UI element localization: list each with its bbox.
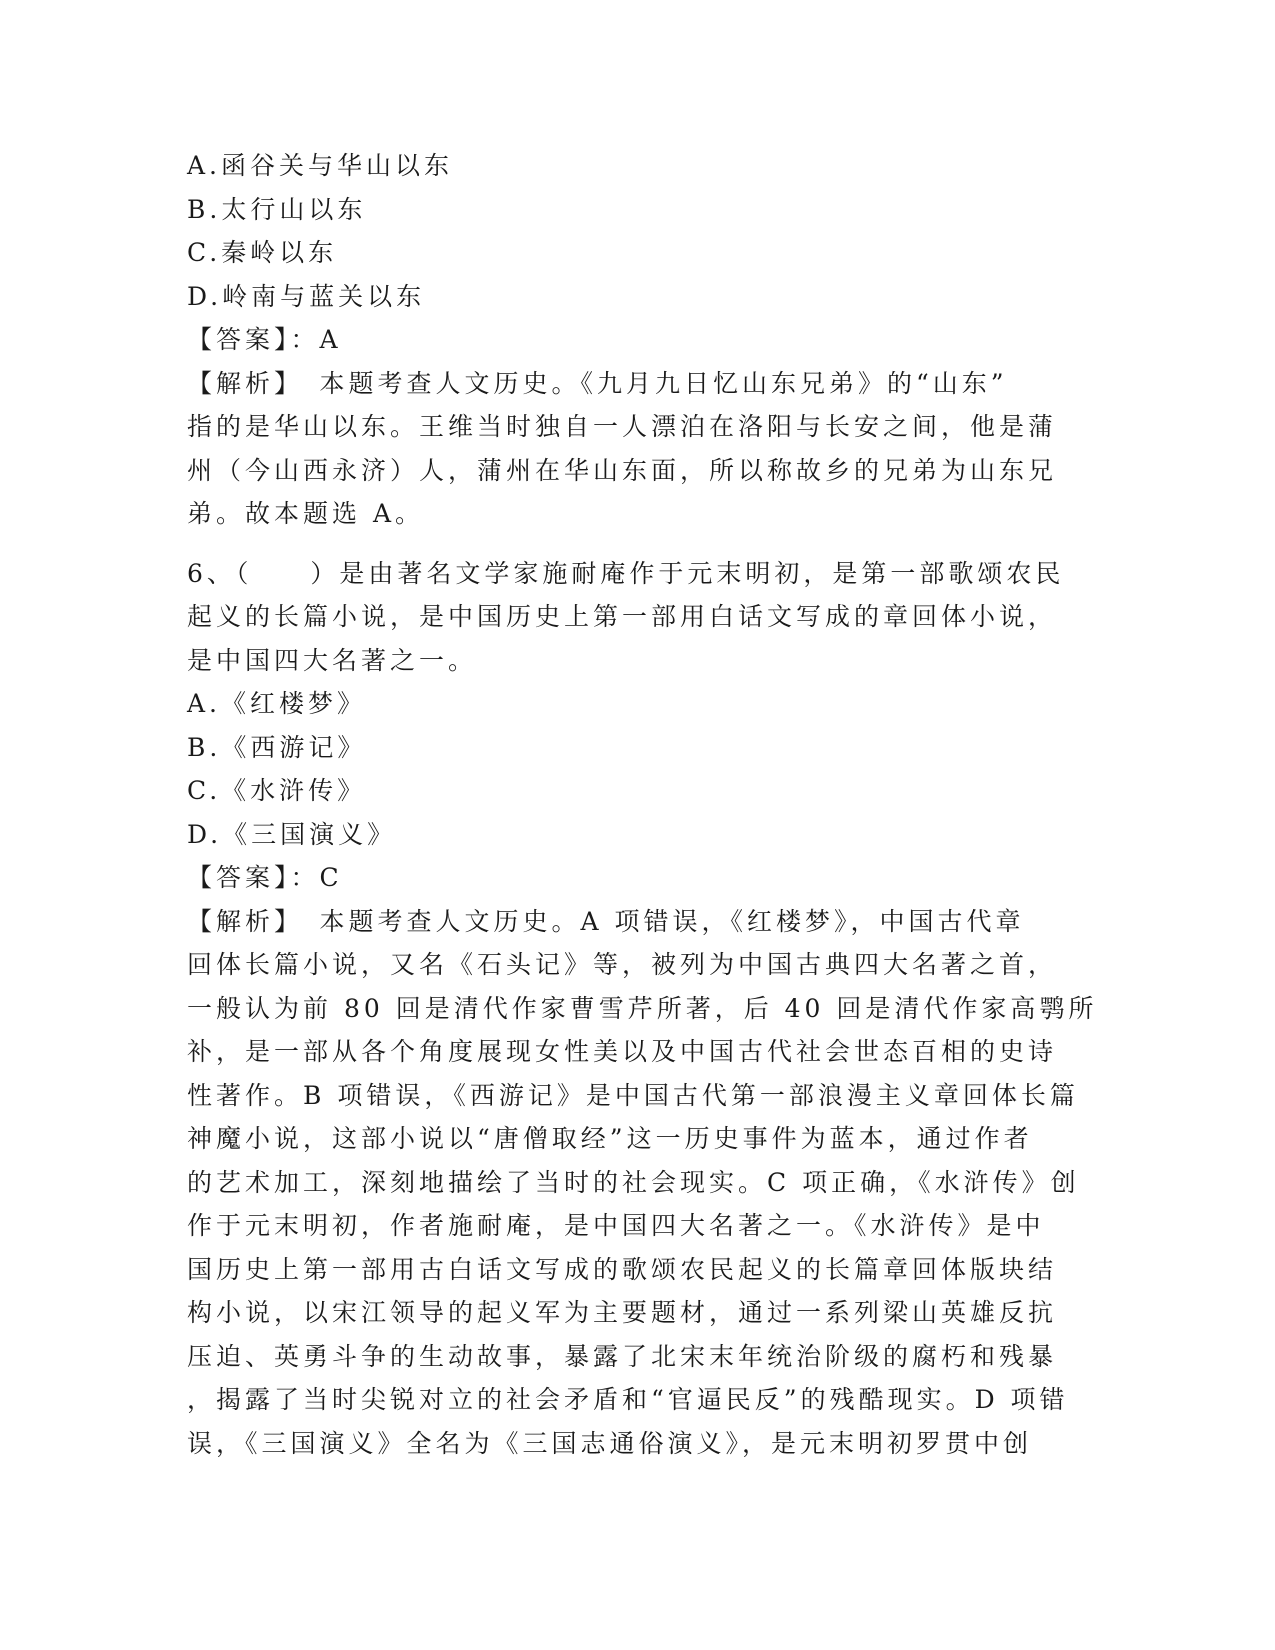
analysis-line: 弟。故本题选 A。 [187, 499, 425, 528]
analysis-line: 国历史上第一部用古白话文写成的歌颂农民起义的长篇章回体版块结 [187, 1254, 1058, 1284]
question-5-section [187, 144, 1087, 536]
option-a: A.《红楼梦》 [187, 689, 367, 718]
option-c: C.《水浒传》 [187, 776, 367, 805]
document-page [187, 144, 1098, 1465]
analysis-block [187, 362, 1087, 536]
answer-line: 【答案】：A [187, 325, 342, 354]
option-d: D.《三国演义》 [187, 819, 397, 849]
option-b: B.太行山以东 [187, 194, 367, 224]
option-b: B.《西游记》 [187, 732, 367, 762]
section-gap [187, 536, 1087, 552]
analysis-line: ，揭露了当时尖锐对立的社会矛盾和“官逼民反”的残酷现实。D 项错 [187, 1385, 1069, 1414]
analysis-line: 指的是华山以东。王维当时独自一人漂泊在洛阳与长安之间，他是蒲 [187, 412, 1058, 441]
analysis-line: 【解析】 本题考查人文历史。A 项错误，《红楼梦》，中国古代章 [187, 906, 1025, 936]
analysis-line: 作于元末明初，作者施耐庵，是中国四大名著之一。《水浒传》是中 [187, 1211, 1045, 1240]
stem-line: 是中国四大名著之一。 [187, 645, 478, 675]
analysis-line: 性著作。B 项错误，《西游记》是中国古代第一部浪漫主义章回体长篇 [187, 1080, 1079, 1110]
question-6-section [187, 552, 1098, 1466]
analysis-line: 神魔小说，这部小说以“唐僧取经”这一历史事件为蓝本，通过作者 [187, 1124, 1033, 1153]
option-d: D.岭南与蓝关以东 [187, 281, 426, 311]
analysis-line: 【解析】 本题考查人文历史。《九月九日忆山东兄弟》的“山东” [187, 368, 1008, 398]
analysis-line: 构小说，以宋江领导的起义军为主要题材，通过一系列梁山英雄反抗 [187, 1298, 1058, 1327]
analysis-line: 补，是一部从各个角度展现女性美以及中国古代社会世态百相的史诗 [187, 1037, 1058, 1066]
analysis-line: 回体长篇小说，又名《石头记》等，被列为中国古典四大名著之首， [187, 950, 1058, 979]
stem-line: 6、（ ）是由著名文学家施耐庵作于元末明初，是第一部歌颂农民 [187, 558, 1065, 588]
stem-line: 起义的长篇小说，是中国历史上第一部用白话文写成的章回体小说， [187, 602, 1058, 631]
analysis-line: 州（今山西永济）人，蒲州在华山东面，所以称故乡的兄弟为山东兄 [187, 455, 1058, 485]
option-c: C.秦岭以东 [187, 238, 338, 267]
option-a: A.函谷关与华山以东 [187, 151, 454, 180]
question-stem [187, 552, 1087, 683]
analysis-line: 的艺术加工，深刻地描绘了当时的社会现实。C 项正确，《水浒传》创 [187, 1167, 1080, 1197]
analysis-line: 一般认为前 80 回是清代作家曹雪芹所著，后 40 回是清代作家高鹗所 [187, 993, 1098, 1023]
analysis-line: 误，《三国演义》全名为《三国志通俗演义》，是元末明初罗贯中创 [187, 1428, 1033, 1458]
analysis-block [187, 900, 1098, 1466]
analysis-line: 压迫、英勇斗争的生动故事，暴露了北宋末年统治阶级的腐朽和残暴 [187, 1341, 1058, 1371]
answer-line: 【答案】：C [187, 863, 343, 892]
